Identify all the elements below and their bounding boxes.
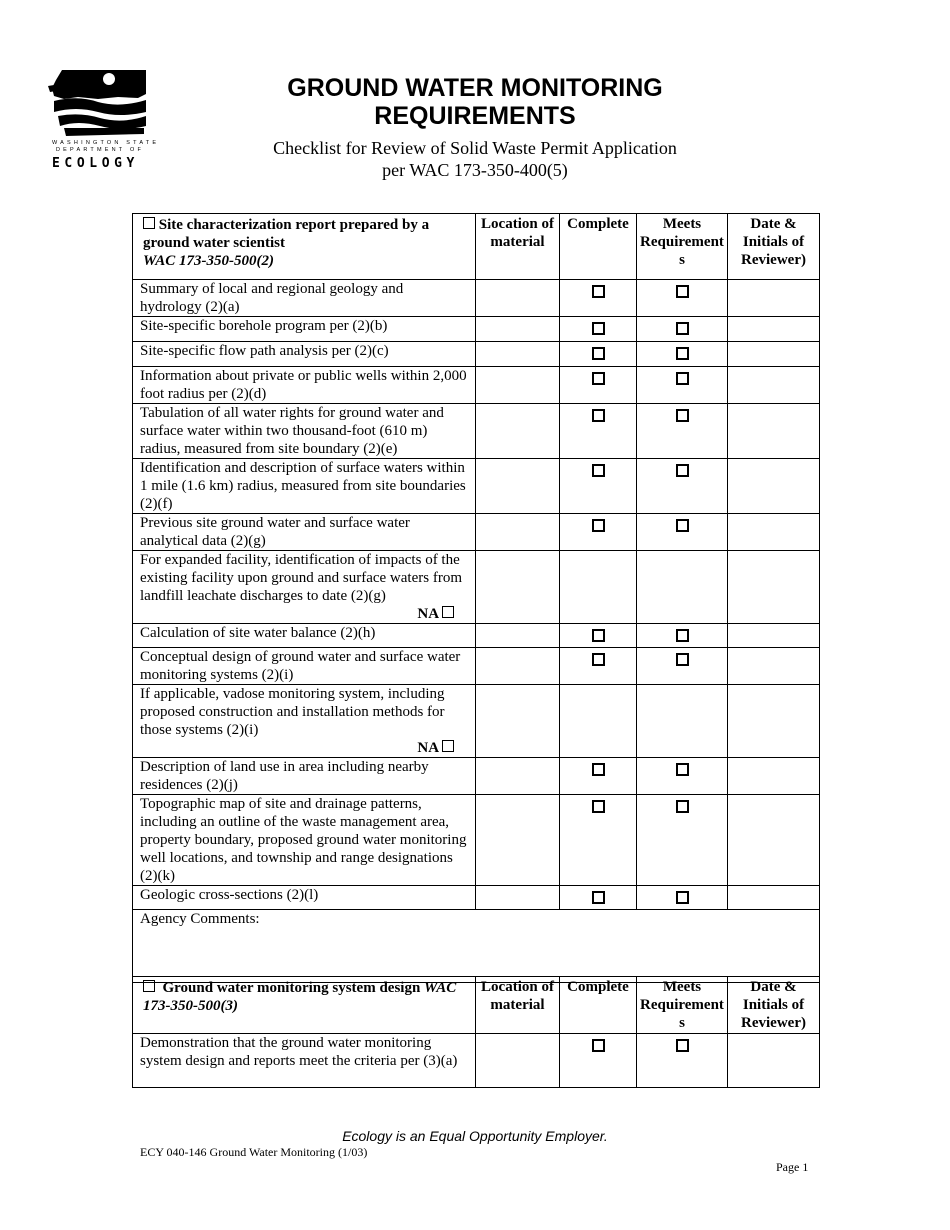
na-option: NA xyxy=(140,605,468,623)
table-row: Previous site ground water and surface water analytical data (2)(g) xyxy=(133,514,820,551)
meets-checkbox[interactable] xyxy=(676,891,689,904)
table-row: Tabulation of all water rights for ground water and surface water within two thousand-foot (610 m) radius, measured from site boundary (2)(e) xyxy=(133,404,820,459)
complete-checkbox[interactable] xyxy=(592,800,605,813)
col-date-header: Date & Initials of Reviewer) xyxy=(728,214,820,280)
table-row: Conceptual design of ground water and surface water monitoring systems (2)(i) xyxy=(133,648,820,685)
section1-header-row xyxy=(133,214,820,280)
meets-checkbox[interactable] xyxy=(676,409,689,422)
agency-comments-row xyxy=(133,910,820,983)
complete-checkbox[interactable] xyxy=(592,285,605,298)
monitoring-system-design-table xyxy=(132,976,820,1088)
table-row: Description of land use in area including nearby residences (2)(j) xyxy=(133,758,820,795)
table-row: Identification and description of surface waters within 1 mile (1.6 km) radius, measured from site boundaries (2)(f) xyxy=(133,459,820,514)
table-row: Topographic map of site and drainage patterns, including an outline of the waste management area, property boundary, proposed ground water monitoring well locations, and township and range designations (2)(k) xyxy=(133,795,820,886)
agency-comments-field[interactable]: Agency Comments: xyxy=(133,910,820,983)
col-complete-header: Complete xyxy=(560,977,637,1034)
section2-header-row xyxy=(133,977,820,1034)
na-checkbox[interactable] xyxy=(442,606,454,618)
col-meets-header: Meets Requirement s xyxy=(637,214,728,280)
table-row: Information about private or public wells within 2,000 foot radius per (2)(d) xyxy=(133,367,820,404)
col-location-header: Location of material xyxy=(476,214,560,280)
table-row: Geologic cross-sections (2)(l) xyxy=(133,886,820,910)
meets-checkbox[interactable] xyxy=(676,464,689,477)
col-date-header: Date & Initials of Reviewer) xyxy=(728,977,820,1034)
meets-checkbox[interactable] xyxy=(676,322,689,335)
complete-checkbox[interactable] xyxy=(592,409,605,422)
meets-checkbox[interactable] xyxy=(676,763,689,776)
logo-ecology-text: ECOLOGY xyxy=(52,156,139,171)
table-row: Site-specific borehole program per (2)(b) xyxy=(133,317,820,342)
complete-checkbox[interactable] xyxy=(592,1039,605,1052)
equal-opportunity-statement: Ecology is an Equal Opportunity Employer. xyxy=(342,1128,608,1144)
meets-checkbox[interactable] xyxy=(676,372,689,385)
form-id: ECY 040-146 Ground Water Monitoring (1/03) xyxy=(140,1145,368,1159)
meets-checkbox[interactable] xyxy=(676,347,689,360)
complete-checkbox[interactable] xyxy=(592,629,605,642)
section1-heading: Site characterization report prepared by a ground water scientist WAC 173-350-500(2) xyxy=(133,214,476,280)
page-title: GROUND WATER MONITORING REQUIREMENTS xyxy=(287,74,663,130)
table-row: Site-specific flow path analysis per (2)(c) xyxy=(133,342,820,367)
page-subtitle: Checklist for Review of Solid Waste Permit Application per WAC 173-350-400(5) xyxy=(273,138,677,180)
col-complete-header: Complete xyxy=(560,214,637,280)
table-row: Demonstration that the ground water monitoring system design and reports meet the criteria per (3)(a) xyxy=(133,1034,820,1088)
site-characterization-table xyxy=(132,213,820,983)
section2-checkbox[interactable] xyxy=(143,980,155,992)
meets-checkbox[interactable] xyxy=(676,800,689,813)
col-location-header: Location of material xyxy=(476,977,560,1034)
complete-checkbox[interactable] xyxy=(592,891,605,904)
na-checkbox[interactable] xyxy=(442,740,454,752)
complete-checkbox[interactable] xyxy=(592,464,605,477)
meets-checkbox[interactable] xyxy=(676,519,689,532)
logo-agency-text: WASHINGTON STATE DEPARTMENT OF xyxy=(52,140,160,153)
table-row: Calculation of site water balance (2)(h) xyxy=(133,624,820,648)
col-meets-header: Meets Requirement s xyxy=(637,977,728,1034)
section1-citation: WAC 173-350-500(2) xyxy=(143,253,274,269)
complete-checkbox[interactable] xyxy=(592,322,605,335)
complete-checkbox[interactable] xyxy=(592,372,605,385)
na-option: NA xyxy=(140,739,468,757)
section2-citation: WAC 173-350-500(3) xyxy=(143,980,457,1014)
meets-checkbox[interactable] xyxy=(676,629,689,642)
section2-heading: Ground water monitoring system design WAC 173-350-500(3) xyxy=(133,977,476,1034)
section1-checkbox[interactable] xyxy=(143,217,155,229)
complete-checkbox[interactable] xyxy=(592,763,605,776)
table-row: Summary of local and regional geology and hydrology (2)(a) xyxy=(133,280,820,317)
meets-checkbox[interactable] xyxy=(676,285,689,298)
meets-checkbox[interactable] xyxy=(676,1039,689,1052)
meets-checkbox[interactable] xyxy=(676,653,689,666)
complete-checkbox[interactable] xyxy=(592,519,605,532)
table-row: For expanded facility, identification of impacts of the existing facility upon ground and surface waters from landfill leachate discharges to date (2)(g) NA xyxy=(133,551,820,624)
complete-checkbox[interactable] xyxy=(592,653,605,666)
page-number: Page 1 xyxy=(776,1160,809,1174)
table-row: If applicable, vadose monitoring system, including proposed construction and installation methods for those systems (2)(i) NA xyxy=(133,685,820,758)
complete-checkbox[interactable] xyxy=(592,347,605,360)
